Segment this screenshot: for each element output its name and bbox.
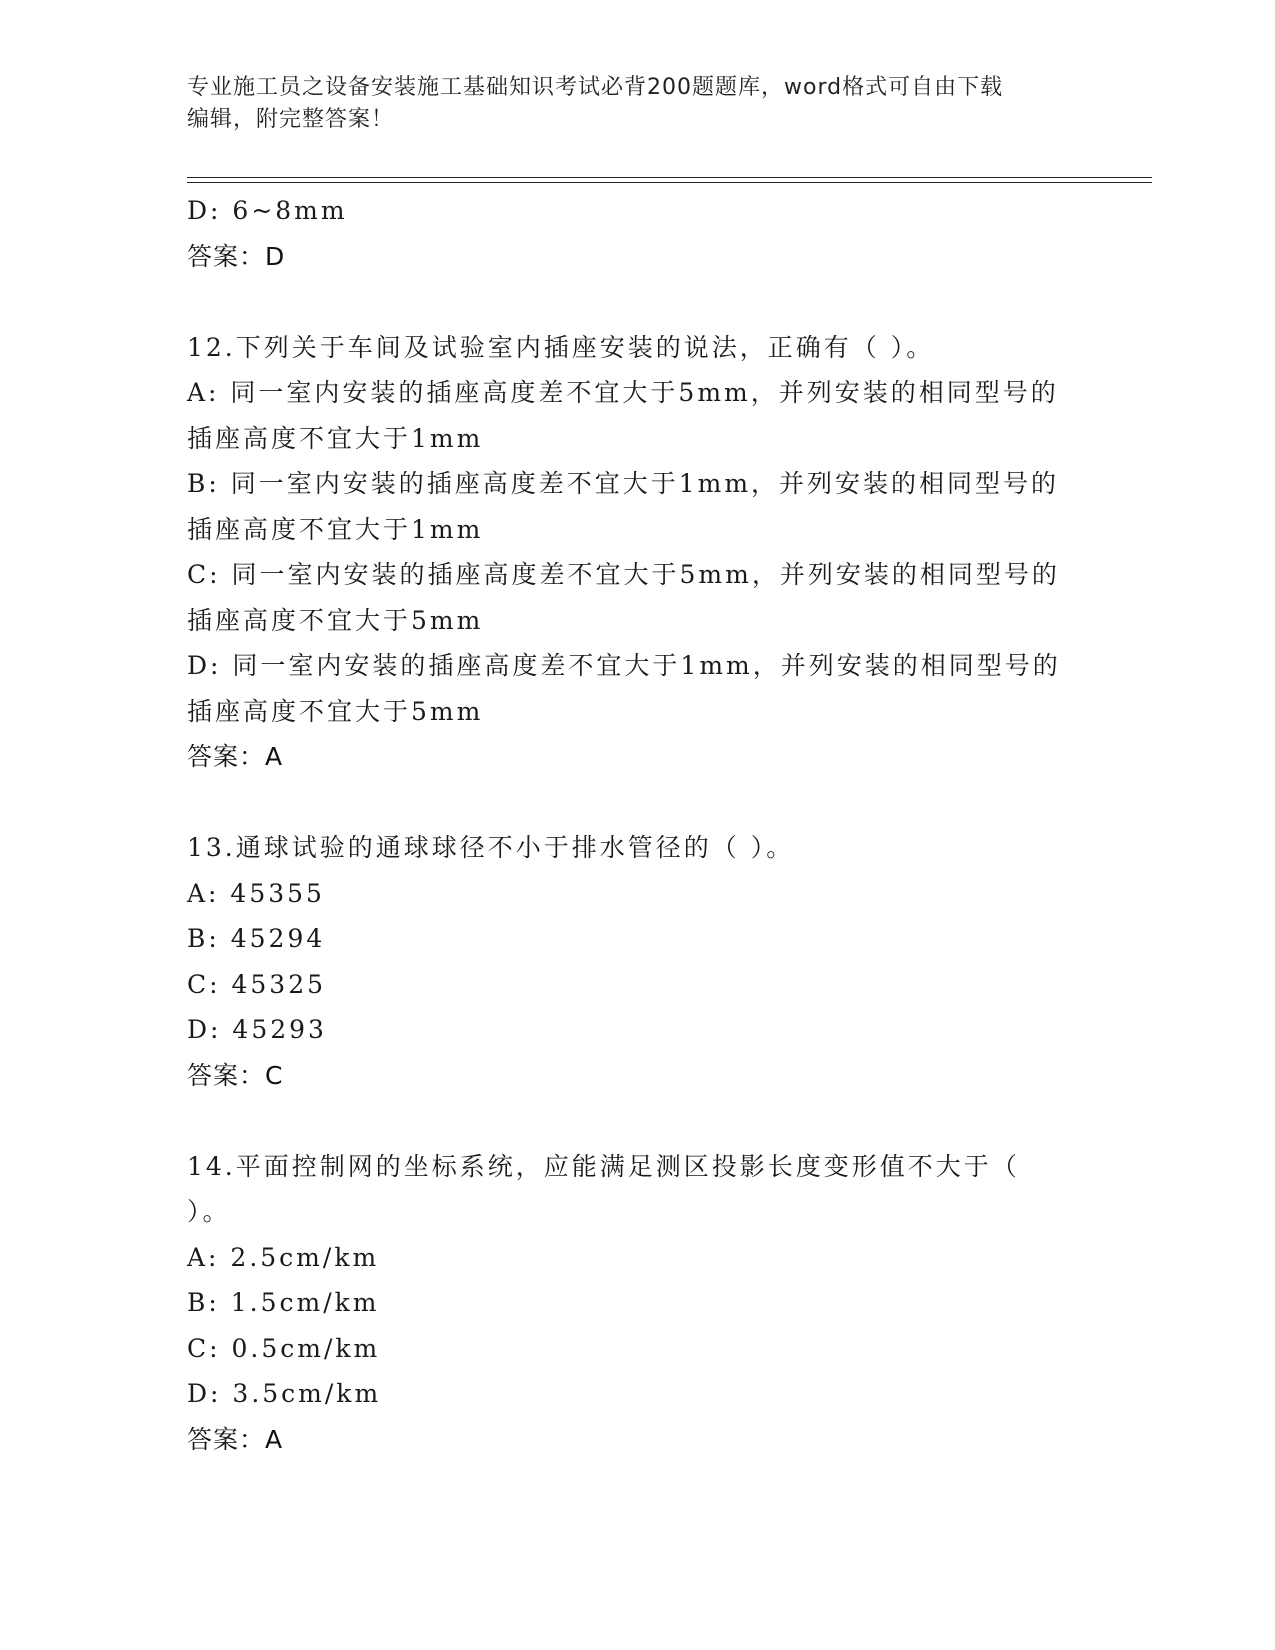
q12-option-d-line-2: 插座高度不宜大于5mm — [187, 696, 484, 726]
spacer — [187, 279, 1087, 325]
q14-question-line-1: 14.平面控制网的坐标系统，应能满足测区投影长度变形值不大于（ — [187, 1151, 1020, 1181]
q14-question-line-2: ）。 — [187, 1197, 231, 1226]
page-header — [187, 72, 1087, 136]
header-title-line-2: 编辑，附完整答案！ — [187, 107, 395, 132]
q12-answer: 答案：A — [187, 742, 284, 771]
q11-option-d: D: 6~8mm — [187, 196, 348, 225]
q14-option-a: A: 2.5cm/km — [187, 1242, 380, 1272]
q13-option-b: B: 45294 — [187, 924, 326, 953]
header-divider-bottom — [187, 182, 1152, 183]
q12-option-b-line-2: 插座高度不宜大于1mm — [187, 514, 484, 544]
q13-option-c: C: 45325 — [187, 969, 327, 999]
spacer — [187, 780, 1087, 826]
q12-option-c-line-1: C: 同一室内安装的插座高度差不宜大于5mm，并列安装的相同型号的 — [187, 560, 1060, 589]
q13-question: 13.通球试验的通球球径不小于排水管径的（ ）。 — [187, 833, 795, 862]
q12-option-a-line-1: A: 同一室内安装的插座高度差不宜大于5mm，并列安装的相同型号的 — [187, 378, 1059, 407]
q13-answer: 答案：C — [187, 1060, 284, 1090]
q12-question: 12.下列关于车间及试验室内插座安装的说法，正确有（ ）。 — [187, 332, 935, 362]
header-title-line-1: 专业施工员之设备安装施工基础知识考试必背200题题库，word格式可自由下载 — [187, 75, 1004, 100]
q13-option-d: D: 45293 — [187, 1015, 327, 1044]
q14-answer: 答案：A — [187, 1424, 284, 1454]
q12-option-d-line-1: D: 同一室内安装的插座高度差不宜大于1mm，并列安装的相同型号的 — [187, 651, 1061, 680]
q14-option-b: B: 1.5cm/km — [187, 1288, 380, 1317]
q14-option-c: C: 0.5cm/km — [187, 1333, 381, 1363]
q12-option-b-line-1: B: 同一室内安装的插座高度差不宜大于1mm，并列安装的相同型号的 — [187, 469, 1060, 498]
question-content — [187, 188, 1087, 1462]
q11-answer: 答案：D — [187, 241, 286, 271]
q13-option-a: A: 45355 — [187, 878, 325, 908]
q12-option-a-line-2: 插座高度不宜大于1mm — [187, 423, 484, 453]
q12-option-c-line-2: 插座高度不宜大于5mm — [187, 605, 484, 635]
spacer — [187, 1098, 1087, 1144]
q14-option-d: D: 3.5cm/km — [187, 1379, 382, 1408]
header-divider-top — [187, 177, 1152, 178]
